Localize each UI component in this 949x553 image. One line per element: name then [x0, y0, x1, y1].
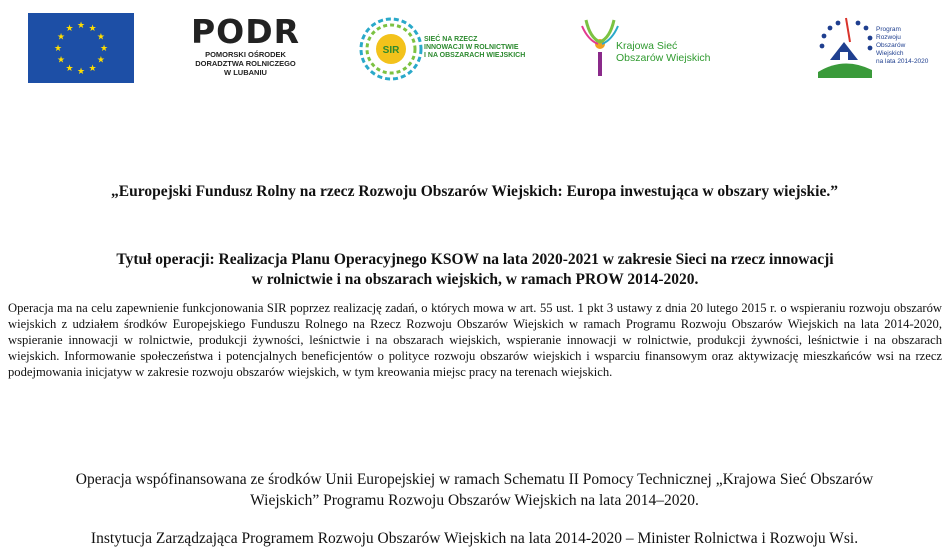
eu-star-icon: ★	[99, 44, 109, 54]
eu-star-icon: ★	[65, 63, 74, 74]
podr-subtitle-line-3: W LUBANIU	[224, 68, 267, 77]
operation-title-line-1: Tytuł operacji: Realizacja Planu Operacyjnego KSOW na lata 2020-2021 w zakresie Sieci na rzecz innowacji	[116, 251, 834, 268]
sir-wreath-icon	[358, 14, 424, 84]
ksow-figure-icon	[580, 14, 620, 84]
ksow-logo	[580, 14, 760, 84]
eu-star-icon: ★	[76, 21, 86, 31]
ksow-text-line-2: Obszarów Wiejskich	[616, 52, 711, 64]
prow-text-line-4: Wiejskich	[876, 50, 904, 57]
program-slogan: „Europejski Fundusz Rolny na rzecz Rozwoju Obszarów Wiejskich: Europa inwestująca w obszary wiejskie.”	[111, 183, 838, 200]
prow-emblem-icon	[812, 12, 876, 82]
eu-star-icon: ★	[53, 44, 63, 54]
eu-star-icon: ★	[65, 24, 74, 35]
prow-text-line-3: Obszarów	[876, 42, 906, 49]
sir-logo	[358, 14, 528, 84]
prow-logo	[812, 12, 932, 84]
eu-star-icon: ★	[57, 55, 66, 66]
eu-star-icon: ★	[88, 63, 97, 74]
operation-description: Operacja ma na celu zapewnienie funkcjonowania SIR poprzez realizację zadań, o których mowa w art. 55 ust. 1 pkt 3 ustawy z dnia 20 lutego 2015 r. o wspieraniu rozwoju obszarów wiejskich z udziałem środków Europejskiego Funduszu Rolnego na Rzecz Rozwoju Obszarów Wiejskich w ramach Programu Rozwoju Obszarów Wiejskich na lata 2014-2020, wspieranie innowacji w rolnictwie, produkcji żywności, leśnictwie i na obszarach wiejskich, wspieranie innowacji w rolnictwie, produkcji żywności, leśnictwie i na obszarach wiejskich. Informowanie społeczeństwa i potencjalnych beneficjentów o polityce rozwoju obszarów wiejskich i wsparciu finansowym oraz aktywizację mieszkańców wsi na rzecz podejmowania inicjatyw w zakresie rozwoju obszarów wiejskich, w tym kreowania miejsc pracy na terenach wiejskich.	[8, 301, 942, 379]
sir-text-line-1: SIEĆ NA RZECZ	[424, 36, 478, 43]
eu-star-icon: ★	[88, 24, 97, 35]
prow-text-line-2: Rozwoju	[876, 34, 901, 41]
operation-title-line-2: w rolnictwie i na obszarach wiejskich, w ramach PROW 2014-2020.	[251, 271, 699, 288]
sir-text-line-2: INNOWACJI W ROLNICTWIE	[424, 44, 519, 51]
podr-subtitle-line-2: DORADZTWA ROLNICZEGO	[195, 59, 296, 68]
eu-star-icon: ★	[96, 32, 105, 43]
ksow-text	[616, 40, 711, 64]
eu-flag-logo	[28, 13, 134, 83]
cofinancing-statement	[0, 469, 949, 511]
podr-mark: PODR	[190, 12, 301, 51]
ksow-text-line-1: Krajowa Sieć	[616, 40, 678, 52]
prow-text-line-5: na lata 2014-2020	[876, 58, 929, 65]
cofinancing-line-2: Wiejskich” Programu Rozwoju Obszarów Wiejskich na lata 2014–2020.	[250, 492, 699, 509]
cofinancing-line-1: Operacja wspófinansowana ze środków Unii Europejskiej w ramach Schematu II Pomocy Technicznej „Krajowa Sieć Obszarów	[75, 471, 874, 488]
prow-text	[876, 26, 928, 66]
prow-text-line-1: Program	[876, 26, 901, 33]
podr-logo	[188, 14, 303, 80]
eu-star-icon: ★	[76, 67, 86, 77]
managing-authority: Instytucja Zarządzająca Programem Rozwoju Obszarów Wiejskich na lata 2014-2020 – Minister Rolnictwa i Rozwoju Wsi.	[90, 530, 859, 547]
podr-subtitle-line-1: POMORSKI OŚRODEK	[205, 50, 286, 59]
sir-text-line-3: I NA OBSZARACH WIEJSKICH	[424, 52, 526, 59]
logo-bar	[0, 0, 949, 95]
operation-title	[30, 250, 920, 290]
eu-star-icon: ★	[96, 55, 105, 66]
eu-star-icon: ★	[57, 32, 66, 43]
eu-stars-icon	[28, 13, 134, 83]
sir-text	[424, 36, 528, 60]
sir-badge: SIR	[382, 45, 400, 56]
